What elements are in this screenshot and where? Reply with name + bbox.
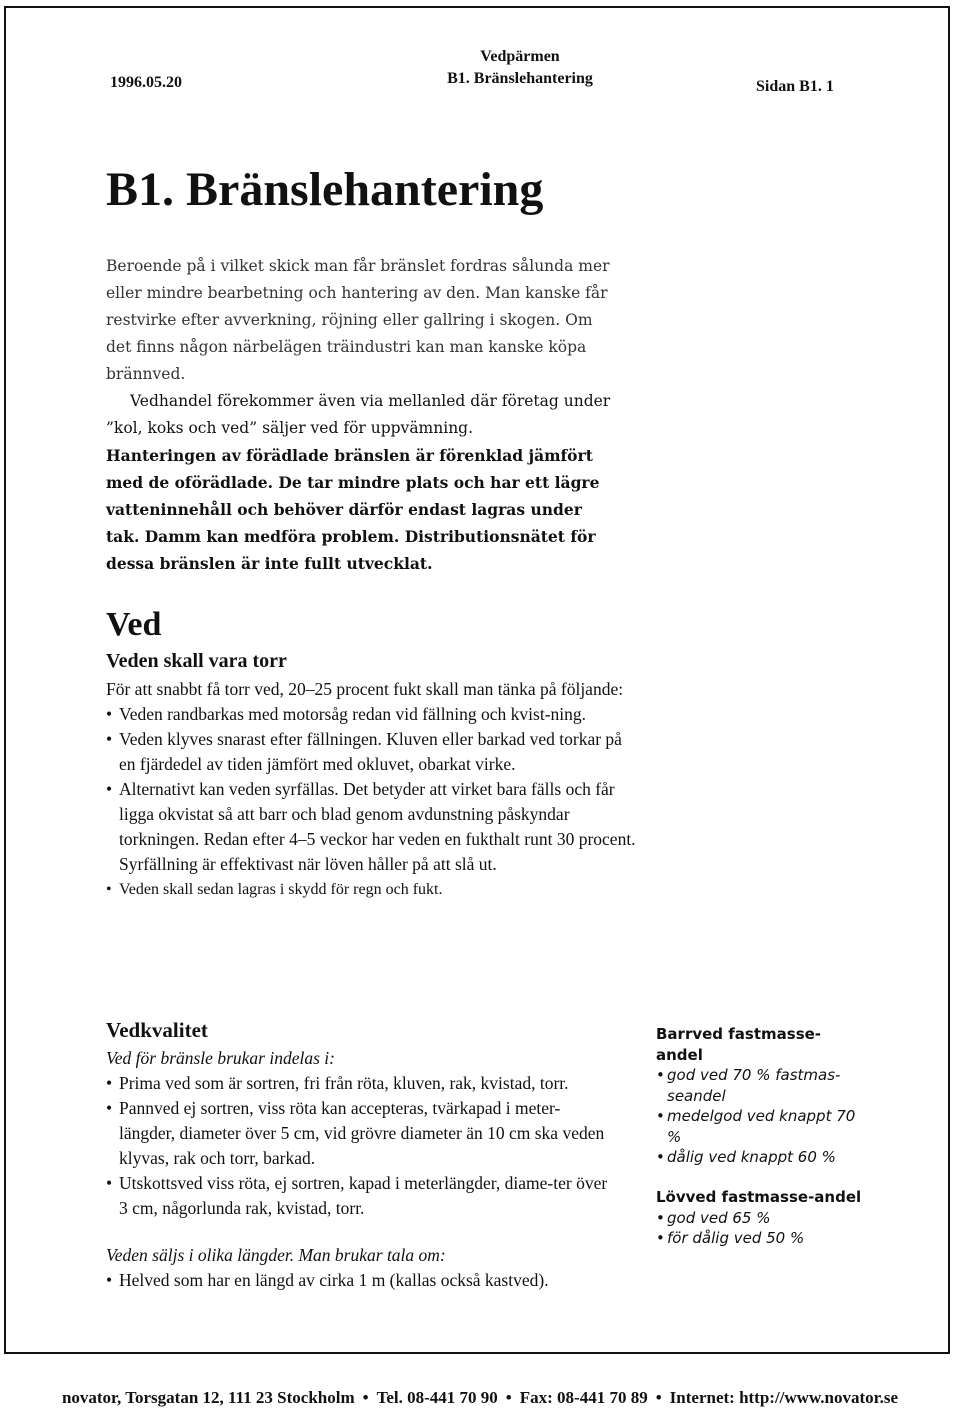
list-item: • dålig ved knappt 60 % [656,1147,866,1168]
footer-internet: Internet: http://www.novator.se [669,1388,899,1407]
list-item: • Helved som har en längd av cirka 1 m (kallas också kastved). [106,1268,616,1293]
list-item: • Veden randbarkas med motorsåg redan vid fällning och kvist-ning. [106,702,636,727]
intro-paragraph-3: Hanteringen av förädlade bränslen är förenklad jämfört med de oförädlade. De tar mindre plats och har ett lägre vatteninnehåll och behöver därför endast lagras under tak. Damm kan medföra problem. Distributionsnätet för dessa bränslen är inte fullt utvecklat. [106,446,600,573]
ved-bullet-list [106,702,636,902]
footer-tel: Tel. 08-441 70 90 [376,1388,498,1407]
header-page-number: Sidan B1. 1 [756,78,834,95]
list-item: • Prima ved som är sortren, fri från röta, kluven, rak, kvistad, torr. [106,1071,616,1096]
ved-heading: Ved [106,606,162,643]
barrved-heading: Barrved fastmasse-andel [656,1025,822,1064]
ved-subheading: Veden skall vara torr [106,650,287,672]
list-item: • Veden skall sedan lagras i skydd för regn och fukt. [106,877,636,902]
list-item: • Veden klyves snarast efter fällningen. Kluven eller barkad ved torkar på en fjärdedel av tiden jämfört med okluvet, obarkat virke. [106,727,636,777]
footer [0,1388,960,1408]
vedkvalitet-bullet-list [106,1071,616,1221]
intro-paragraph-1: Beroende på i vilket skick man får bränslet fordras sålunda mer eller mindre bearbetning och hantering av den. Man kanske får restvirke efter avverkning, röjning eller gallring i skogen. Om det finns någon närbelägen träindustri kan man kanske köpa brännved. [106,257,610,383]
sidebar-lovved [656,1187,866,1249]
intro-section [106,253,618,577]
list-item: • för dålig ved 50 % [656,1228,866,1249]
list-item: • Alternativt kan veden syrfällas. Det betyder att virket bara fälls och får ligga okvistat så att barr och blad genom avdunstning påskyndar torkningen. Redan efter 4–5 veckor har veden en fukthalt runt 30 procent. Syrfällning är effektivast när löven håller på att slå ut. [106,777,636,877]
lovved-heading: Lövved fastmasse-andel [656,1188,862,1206]
vedkvalitet-heading: Vedkvalitet [106,1018,208,1042]
footer-fax: Fax: 08-441 70 89 [519,1388,648,1407]
header-doc-title: Vedpärmen [480,48,560,65]
header-date: 1996.05.20 [110,74,182,91]
page-title: B1. Bränslehantering [106,163,544,216]
header-section: B1. Bränslehantering [447,70,593,87]
bullet-separator-icon: • [505,1388,512,1407]
list-item: • god ved 65 % [656,1208,866,1229]
footer-company: novator, Torsgatan 12, 111 23 Stockholm [61,1388,355,1407]
list-item: • god ved 70 % fastmas-seandel [656,1065,866,1106]
lengths-bullet-list [106,1268,616,1293]
intro-paragraph-2: Vedhandel förekommer även via mellanled där företag under ”kol, koks och ved” säljer ved för uppvämning. [106,392,611,437]
list-item: • Pannved ej sortren, viss röta kan accepteras, tvärkapad i meter-längder, diameter över 5 cm, vid grövre diameter än 10 cm ska veden klyvas, rak och torr, barkad. [106,1096,616,1171]
vedkvalitet-body [106,1046,616,1293]
sidebar-barrved [656,1024,866,1168]
list-item: • medelgod ved knappt 70 % [656,1106,866,1147]
lengths-lead: Veden säljs i olika längder. Man brukar tala om: [106,1245,446,1265]
bullet-separator-icon: • [362,1388,369,1407]
barrved-list [656,1065,866,1168]
list-item: • Utskottsved viss röta, ej sortren, kapad i meterlängder, diame-ter över 3 cm, någorlunda rak, kvistad, torr. [106,1171,616,1221]
vedkvalitet-lead: Ved för bränsle brukar indelas i: [106,1048,335,1068]
lovved-list [656,1208,866,1249]
ved-body [106,677,636,902]
bullet-separator-icon: • [655,1388,662,1407]
ved-lead: För att snabbt få torr ved, 20–25 procent fukt skall man tänka på följande: [106,679,624,699]
